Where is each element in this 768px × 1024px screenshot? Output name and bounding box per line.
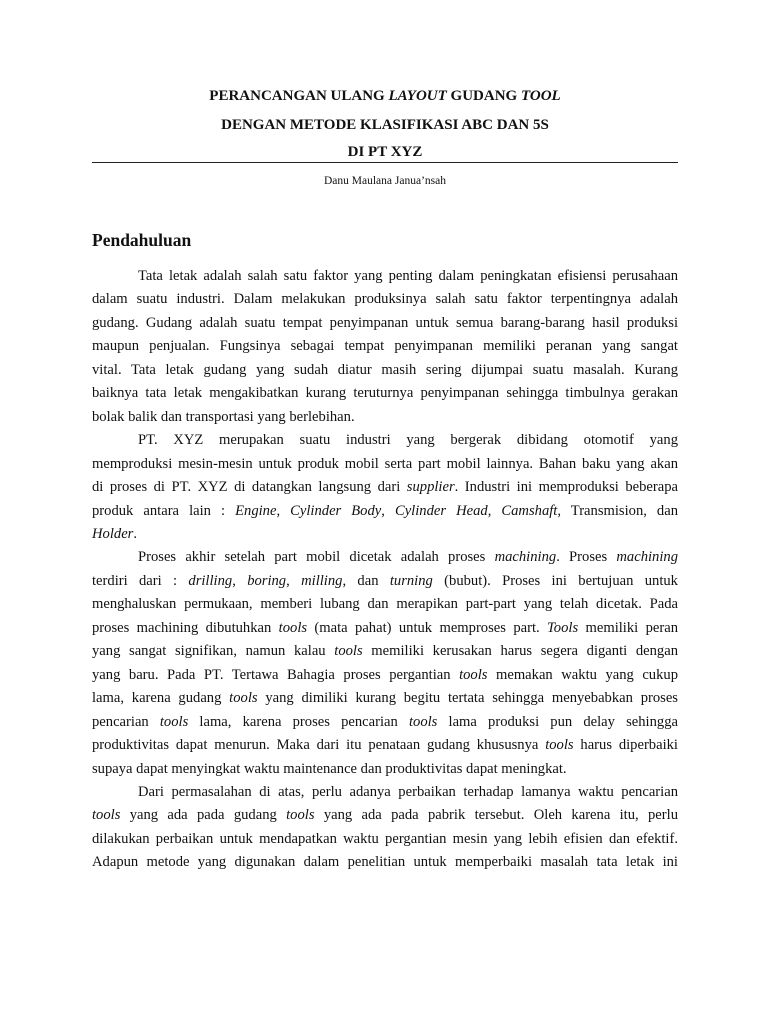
section-heading: Pendahuluan (92, 230, 192, 250)
text-line: yang baru. Pada PT. Tertawa Bahagia proses pergantian tools memakan waktu yang cukup (92, 666, 678, 683)
paragraph-4 (92, 781, 678, 875)
text-line: supaya dapat menyingkat waktu maintenance dan produktivitas dapat meningkat. (92, 760, 567, 777)
text-line: produktivitas dapat menurun. Maka dari itu penataan gudang khususnya tools harus diperbaiki (92, 737, 678, 754)
body-text (92, 265, 678, 875)
paper-title-line-1: PERANCANGAN ULANG LAYOUT GUDANG TOOL (209, 88, 561, 104)
text-line: vital. Tata letak gudang yang sudah diatur masih sering dijumpai suatu masalah. Kurang (92, 361, 678, 378)
text-line: dalam suatu industri. Dalam melakukan produksinya salah satu faktor terpentingnya adalah (92, 291, 678, 308)
text-line: Dari permasalahan di atas, perlu adanya perbaikan terhadap lamanya waktu pencarian (138, 783, 678, 800)
text-line: lama, karena gudang tools yang dimiliki kurang begitu tertata sehingga menyebabkan proses (92, 690, 678, 707)
text-line: proses machining dibutuhkan tools (mata pahat) untuk memproses part. Tools memiliki peran (92, 619, 678, 636)
paper-title-line-2: DENGAN METODE KLASIFIKASI ABC DAN 5S (221, 117, 549, 133)
text-line: pencarian tools lama, karena proses pencarian tools lama produksi pun delay sehingga (92, 713, 678, 730)
text-line: tools yang ada pada gudang tools yang ada pada pabrik tersebut. Oleh karena itu, perlu (92, 807, 678, 824)
text-line: Holder. (92, 525, 138, 542)
text-line: Adapun metode yang digunakan dalam penelitian untuk memperbaiki masalah tata letak ini (92, 854, 678, 871)
paragraph-3 (92, 546, 678, 781)
text-line: bolak balik dan transportasi yang berlebihan. (92, 408, 355, 425)
text-line: Proses akhir setelah part mobil dicetak adalah proses machining. Proses machining (138, 549, 678, 566)
text-line: gudang. Gudang adalah suatu tempat penyimpanan untuk semua barang-barang hasil produksi (92, 314, 678, 331)
title-divider (92, 162, 678, 163)
paragraph-2 (92, 429, 678, 546)
text-line: memproduksi mesin-mesin untuk produk mobil serta part mobil lainnya. Bahan baku yang akan (92, 455, 678, 472)
text-line: menghaluskan permukaan, memberi lubang dan merapikan part-part yang telah dicetak. Pada (92, 596, 678, 613)
paper-title-line-3: DI PT XYZ (347, 144, 423, 160)
text-line: maupun penjualan. Fungsinya sebagai tempat penyimpanan memiliki peranan yang sangat (92, 338, 678, 355)
text-line: Tata letak adalah salah satu faktor yang penting dalam peningkatan efisiensi perusahaan (138, 268, 678, 284)
text-line: dilakukan perbaikan untuk mendapatkan waktu pergantian mesin yang lebih efisien dan efektif. (92, 830, 678, 847)
text-line: terdiri dari : drilling, boring, milling, dan turning (bubut). Proses ini bertujuan untuk (92, 572, 678, 589)
paragraph-1 (92, 265, 678, 429)
text-line: produk antara lain : Engine, Cylinder Body, Cylinder Head, Camshaft, Transmision, dan (92, 502, 679, 519)
text-line: baiknya tata letak mengakibatkan kurang teruturnya penyimpanan sehingga timbulnya gerakan (92, 385, 678, 402)
text-line: di proses di PT. XYZ di datangkan langsung dari supplier. Industri ini memproduksi beberapa (92, 479, 679, 496)
text-line: yang sangat signifikan, namun kalau tools memiliki kerusakan harus segera diganti dengan (92, 643, 678, 660)
author-name: Danu Maulana Januа’nsah (324, 175, 446, 187)
text-line: PT. XYZ merupakan suatu industri yang bergerak dibidang otomotif yang (138, 432, 678, 449)
